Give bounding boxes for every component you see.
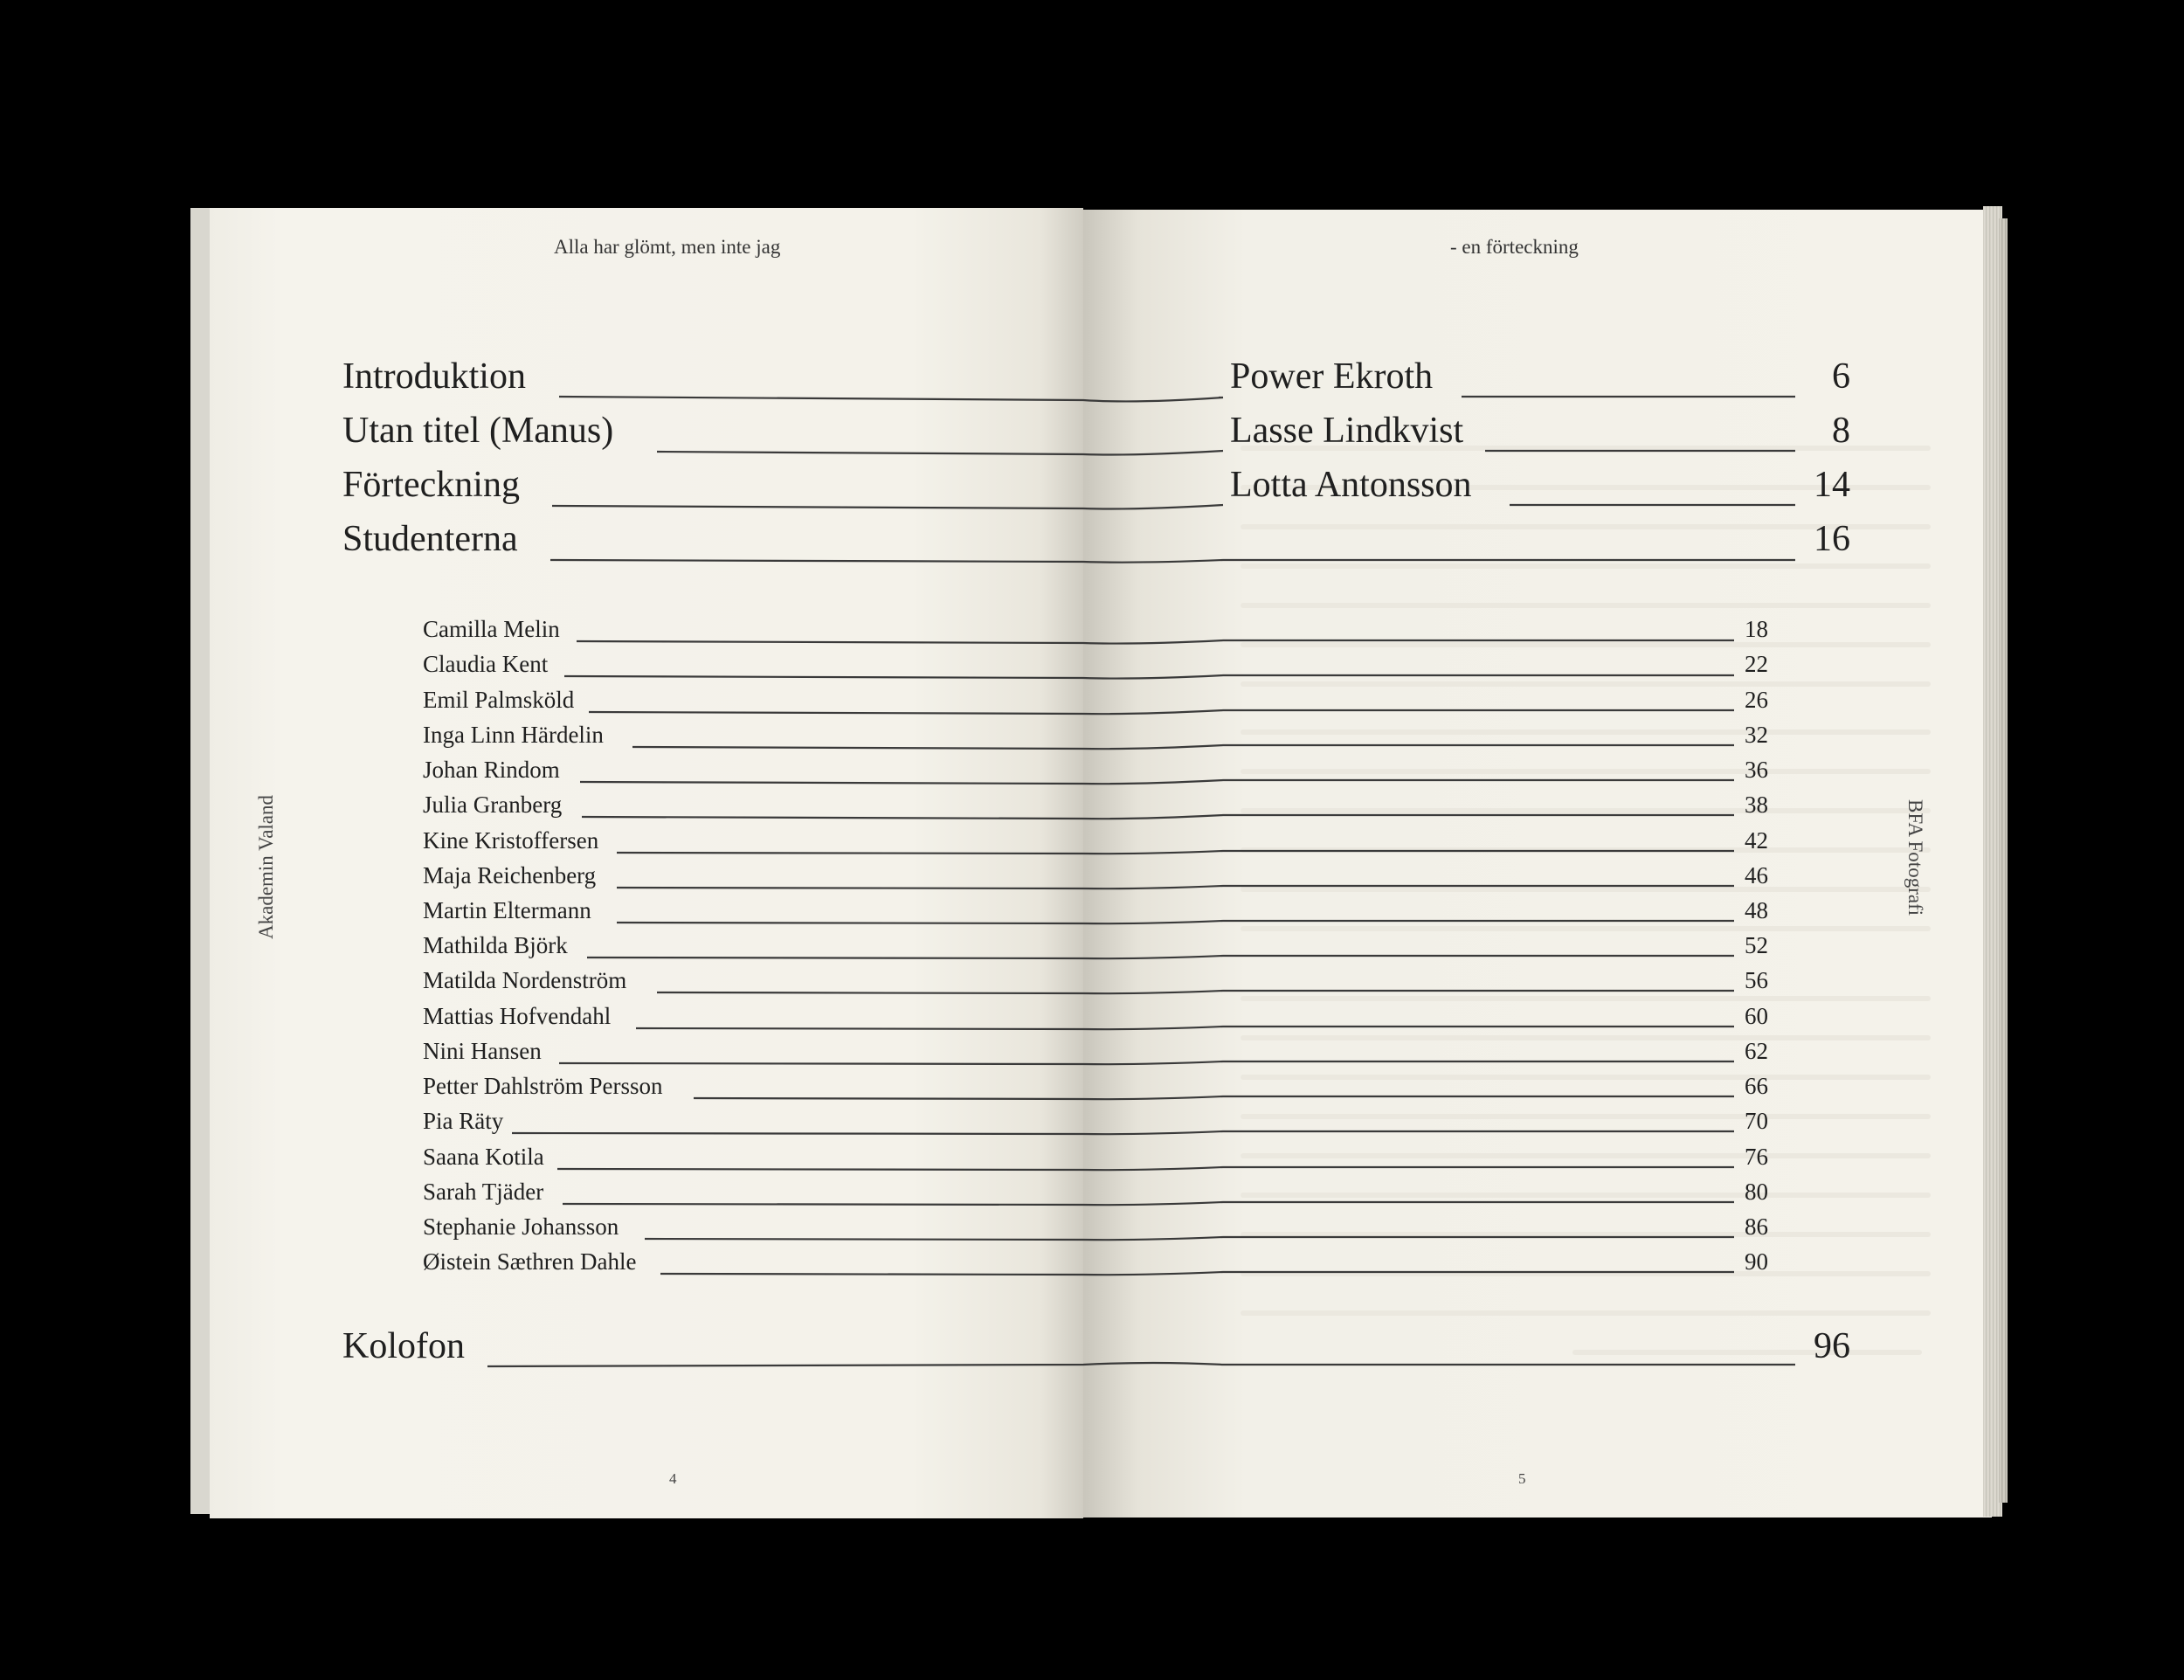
student-row — [423, 1034, 1777, 1068]
student-name: Pia Räty — [423, 1108, 504, 1134]
toc-label: Kolofon — [342, 1326, 465, 1366]
page-number-right: 5 — [1518, 1470, 1526, 1487]
student-name: Sarah Tjäder — [423, 1179, 544, 1205]
student-name: Johan Rindom — [423, 757, 560, 783]
student-name: Matilda Nordenström — [423, 967, 627, 993]
student-page-number: 62 — [1745, 1038, 1768, 1064]
student-name: Mathilda Björk — [423, 932, 568, 958]
toc-right-label: Power Ekroth — [1230, 356, 1434, 397]
running-head-left: Alla har glömt, men inte jag — [554, 236, 781, 258]
student-name: Stephanie Johansson — [423, 1213, 619, 1240]
student-row — [423, 682, 1777, 717]
student-row — [423, 787, 1777, 822]
student-row — [423, 1174, 1777, 1209]
student-row — [423, 717, 1777, 752]
toc-label: Introduktion — [342, 356, 526, 397]
student-page-number: 60 — [1745, 1003, 1768, 1029]
student-row — [423, 928, 1777, 963]
student-name: Maja Reichenberg — [423, 862, 597, 888]
student-page-number: 80 — [1745, 1179, 1768, 1205]
student-name: Øistein Sæthren Dahle — [423, 1248, 637, 1275]
student-page-number: 38 — [1745, 792, 1768, 818]
toc-row — [342, 516, 1880, 569]
student-name: Emil Palmsköld — [423, 687, 575, 713]
student-row — [423, 1244, 1777, 1279]
student-page-number: 36 — [1745, 757, 1768, 783]
student-row — [423, 1068, 1777, 1103]
student-row — [423, 646, 1777, 681]
toc-right-label: Lotta Antonsson — [1230, 465, 1472, 505]
student-page-number: 70 — [1745, 1108, 1768, 1134]
toc-page-number: 14 — [1814, 465, 1850, 505]
student-name: Mattias Hofvendahl — [423, 1003, 612, 1029]
toc-row — [342, 354, 1880, 406]
student-page-number: 42 — [1745, 827, 1768, 854]
side-label-right: BFA Fotografi — [1904, 799, 1926, 916]
student-name: Martin Eltermann — [423, 897, 591, 923]
student-page-number: 66 — [1745, 1073, 1768, 1099]
student-page-number: 76 — [1745, 1144, 1768, 1170]
student-row — [423, 999, 1777, 1034]
student-page-number: 32 — [1745, 722, 1768, 748]
student-row — [423, 1103, 1777, 1138]
student-name: Saana Kotila — [423, 1144, 544, 1170]
toc-page-number: 96 — [1814, 1326, 1850, 1366]
toc-page-number: 6 — [1832, 356, 1850, 397]
student-page-number: 48 — [1745, 897, 1768, 923]
student-name: Claudia Kent — [423, 651, 549, 677]
student-name: Petter Dahlström Persson — [423, 1073, 663, 1099]
toc-label: Utan titel (Manus) — [342, 411, 614, 451]
student-row — [423, 858, 1777, 893]
toc-right-label: Lasse Lindkvist — [1230, 411, 1464, 451]
side-label-left: Akademin Valand — [255, 794, 277, 939]
toc-row — [342, 408, 1880, 460]
student-page-number: 90 — [1745, 1248, 1768, 1275]
student-row — [423, 1139, 1777, 1174]
toc-label: Studenterna — [342, 519, 518, 559]
student-page-number: 52 — [1745, 932, 1768, 958]
student-row — [423, 823, 1777, 858]
student-page-number: 18 — [1745, 616, 1768, 642]
student-name: Nini Hansen — [423, 1038, 542, 1064]
student-row — [423, 1209, 1777, 1244]
toc-page-number: 16 — [1814, 519, 1850, 559]
student-name: Kine Kristoffersen — [423, 827, 599, 854]
student-page-number: 26 — [1745, 687, 1768, 713]
student-page-number: 86 — [1745, 1213, 1768, 1240]
toc-label: Förteckning — [342, 465, 520, 505]
student-page-number: 56 — [1745, 967, 1768, 993]
running-head-right: - en förteckning — [1450, 236, 1579, 258]
toc-page-number: 8 — [1832, 411, 1850, 451]
student-row — [423, 752, 1777, 787]
student-page-number: 22 — [1745, 651, 1768, 677]
student-name: Inga Linn Härdelin — [423, 722, 604, 748]
student-name: Julia Granberg — [423, 792, 563, 818]
page-number-left: 4 — [669, 1470, 677, 1487]
right-page-edge-outer — [1999, 218, 2008, 1503]
toc-row-kolofon — [342, 1324, 1880, 1376]
student-row — [423, 612, 1777, 646]
student-row — [423, 893, 1777, 928]
toc-row — [342, 462, 1880, 515]
student-row — [423, 963, 1777, 998]
student-page-number: 46 — [1745, 862, 1768, 888]
student-name: Camilla Melin — [423, 616, 560, 642]
